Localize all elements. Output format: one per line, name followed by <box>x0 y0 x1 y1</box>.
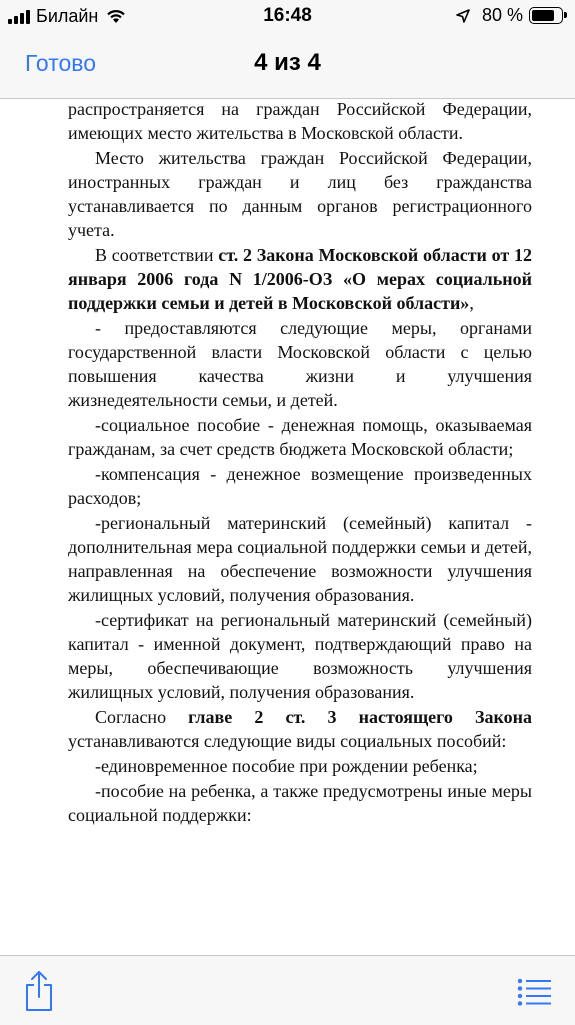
paragraph: -сертификат на региональный материнский (семейный) капитал - именной документ, подтверждающий право на меры, обеспечивающие возможность улучшения жилищных условий, получения образования. <box>68 610 532 702</box>
text-run: В соответствии <box>95 245 219 265</box>
clock: 16:48 <box>263 5 312 26</box>
carrier-name: Билайн <box>36 6 99 26</box>
paragraph: -социальное пособие - денежная помощь, оказываемая гражданам, за счет средств бюджета Московской области; <box>68 415 532 459</box>
text-run: , <box>469 293 474 313</box>
paragraph: Место жительства граждан Российской Федерации, иностранных граждан и лиц без гражданства устанавливается по данным органов регистрационного учета. <box>68 148 532 240</box>
page-indicator: 4 из 4 <box>254 49 321 76</box>
navigation-bar <box>0 34 575 99</box>
battery-icon <box>529 7 563 24</box>
paragraph: -пособие на ребенка, а также предусмотрены иные меры социальной поддержки: <box>68 781 532 825</box>
status-right-group <box>456 5 563 26</box>
list-icon[interactable] <box>517 978 551 1006</box>
document-viewport[interactable] <box>0 99 575 955</box>
bottom-toolbar <box>0 955 575 1025</box>
bold-text-run: главе 2 ст. 3 настоящего Закона <box>188 707 532 727</box>
text-run: Согласно <box>95 707 189 727</box>
location-arrow-icon <box>456 9 470 23</box>
paragraph: -региональный материнский (семейный) капитал - дополнительная мера социальной поддержки семьи и детей, направленная на обеспечение возможности улучшения жилищных условий, получения образования. <box>68 513 532 605</box>
paragraph: - предоставляются следующие меры, органами государственной власти Московской области с целью повышения качества жизни и улучшения жизнедеятельности семьи, и детей. <box>68 318 532 410</box>
share-icon[interactable] <box>22 969 56 1013</box>
text-run: устанавливаются следующие виды социальных пособий: <box>68 731 507 751</box>
battery-percentage: 80 % <box>481 5 523 25</box>
done-button[interactable]: Готово <box>25 50 97 76</box>
status-bar <box>0 0 575 34</box>
paragraph: -единовременное пособие при рождении ребенка; <box>95 756 478 776</box>
bold-text-run: ст. 2 Закона Московской области от 12 января 2006 года N 1/2006-ОЗ «О мерах социальной поддержки семьи и детей в Московской области» <box>68 245 532 313</box>
paragraph: -компенсация - денежное возмещение произведенных расходов; <box>68 464 532 508</box>
paragraph: распространяется на граждан Российской Федерации, имеющих место жительства в Московской области. <box>68 99 532 143</box>
document-page <box>68 99 532 827</box>
paragraph-law-reference <box>68 243 532 315</box>
paragraph-chapter-reference <box>68 705 532 753</box>
